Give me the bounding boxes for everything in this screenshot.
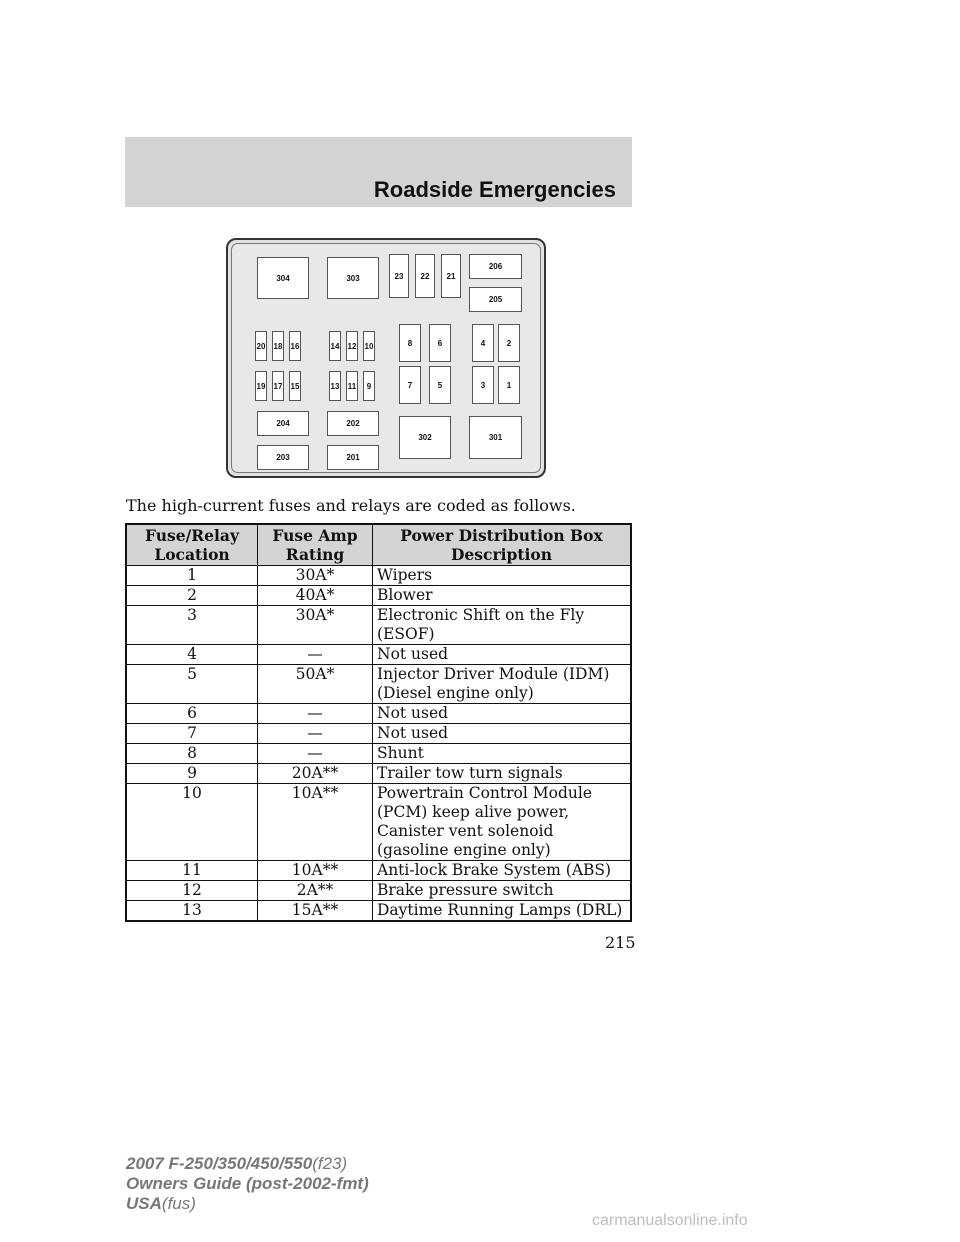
amp-rating-cell: 30A* [258, 606, 373, 645]
fuse-slot-11: 11 [346, 371, 358, 401]
fuse-location-cell: 6 [126, 704, 258, 724]
amp-rating-cell: 20A** [258, 764, 373, 784]
fuse-location-cell: 4 [126, 645, 258, 665]
table-header-row [126, 524, 631, 566]
amp-rating-cell: 15A** [258, 901, 373, 922]
description-cell: Brake pressure switch [373, 881, 632, 901]
fuse-table [125, 523, 632, 922]
footer-region-code: (fus) [161, 1194, 196, 1213]
fuse-location-cell: 7 [126, 724, 258, 744]
header-description: Power Distribution Box Description [373, 524, 632, 566]
fuse-slot-21: 21 [441, 254, 461, 298]
description-cell: Shunt [373, 744, 632, 764]
fuse-slot-302: 302 [399, 416, 451, 459]
fuse-slot-12: 12 [346, 331, 358, 361]
description-cell: Injector Driver Module (IDM) (Diesel engine only) [373, 665, 632, 704]
fuse-location-cell: 12 [126, 881, 258, 901]
section-title: Roadside Emergencies [373, 177, 616, 202]
fuse-slot-202: 202 [327, 411, 379, 436]
fuse-location-cell: 3 [126, 606, 258, 645]
table-row [126, 784, 631, 861]
description-cell: Blower [373, 586, 632, 606]
description-cell: Anti-lock Brake System (ABS) [373, 861, 632, 881]
fuse-box-diagram [226, 238, 546, 478]
fuse-slot-303: 303 [327, 257, 379, 299]
fuse-slot-3: 3 [472, 366, 494, 404]
fuse-slot-20: 20 [255, 331, 267, 361]
fuse-slot-4: 4 [472, 324, 494, 362]
fuse-slot-15: 15 [289, 371, 301, 401]
description-cell: Wipers [373, 566, 632, 586]
description-cell: Not used [373, 645, 632, 665]
fuse-slot-22: 22 [415, 254, 435, 298]
description-cell: Not used [373, 724, 632, 744]
description-cell: Electronic Shift on the Fly (ESOF) [373, 606, 632, 645]
fuse-slot-7: 7 [399, 366, 421, 404]
watermark: carmanualsonline.info [592, 1212, 748, 1229]
amp-rating-cell: 10A** [258, 861, 373, 881]
fuse-slot-19: 19 [255, 371, 267, 401]
amp-rating-cell: — [258, 704, 373, 724]
fuse-location-cell: 10 [126, 784, 258, 861]
footer-guide: Owners Guide (post-2002-fmt) [126, 1174, 369, 1193]
table-row [126, 861, 631, 881]
table-row [126, 724, 631, 744]
page-number: 215 [605, 933, 636, 952]
fuse-location-cell: 13 [126, 901, 258, 922]
fuse-slot-1: 1 [498, 366, 520, 404]
table-row [126, 606, 631, 645]
amp-rating-cell: 2A** [258, 881, 373, 901]
description-cell: Trailer tow turn signals [373, 764, 632, 784]
description-cell: Not used [373, 704, 632, 724]
table-row [126, 744, 631, 764]
fuse-location-cell: 11 [126, 861, 258, 881]
footer-model: 2007 F-250/350/450/550 [126, 1154, 313, 1173]
fuse-location-cell: 8 [126, 744, 258, 764]
fuse-slot-205: 205 [469, 287, 522, 312]
footer-model-code: (f23) [312, 1154, 348, 1173]
fuse-slot-203: 203 [257, 445, 309, 470]
fuse-box-inner-frame [231, 243, 541, 473]
description-cell: Powertrain Control Module (PCM) keep alive power, Canister vent solenoid (gasoline engine only) [373, 784, 632, 861]
amp-rating-cell: — [258, 724, 373, 744]
table-row [126, 901, 631, 922]
header-location: Fuse/Relay Location [126, 524, 258, 566]
footer-region: USA [126, 1194, 162, 1213]
amp-rating-cell: 10A** [258, 784, 373, 861]
amp-rating-cell: — [258, 744, 373, 764]
section-header-band [125, 137, 632, 207]
fuse-slot-8: 8 [399, 324, 421, 362]
intro-text: The high-current fuses and relays are coded as follows. [126, 496, 576, 515]
amp-rating-cell: 50A* [258, 665, 373, 704]
fuse-slot-10: 10 [363, 331, 375, 361]
table-row [126, 665, 631, 704]
fuse-slot-304: 304 [257, 257, 309, 299]
fuse-slot-5: 5 [429, 366, 451, 404]
fuse-slot-17: 17 [272, 371, 284, 401]
fuse-slot-206: 206 [469, 254, 522, 279]
fuse-slot-6: 6 [429, 324, 451, 362]
fuse-slot-13: 13 [329, 371, 341, 401]
fuse-slot-2: 2 [498, 324, 520, 362]
table-row [126, 645, 631, 665]
fuse-slot-23: 23 [389, 254, 409, 298]
fuse-slot-9: 9 [363, 371, 375, 401]
table-row [126, 566, 631, 586]
fuse-location-cell: 5 [126, 665, 258, 704]
table-row [126, 704, 631, 724]
header-amp-rating: Fuse Amp Rating [258, 524, 373, 566]
table-row [126, 881, 631, 901]
fuse-slot-204: 204 [257, 411, 309, 436]
fuse-slot-301: 301 [469, 416, 522, 459]
amp-rating-cell: — [258, 645, 373, 665]
fuse-slot-201: 201 [327, 445, 379, 470]
fuse-slot-14: 14 [329, 331, 341, 361]
footer [126, 1154, 369, 1214]
fuse-slot-18: 18 [272, 331, 284, 361]
table-row [126, 586, 631, 606]
fuse-slot-16: 16 [289, 331, 301, 361]
description-cell: Daytime Running Lamps (DRL) [373, 901, 632, 922]
amp-rating-cell: 40A* [258, 586, 373, 606]
table-row [126, 764, 631, 784]
fuse-location-cell: 9 [126, 764, 258, 784]
fuse-location-cell: 1 [126, 566, 258, 586]
amp-rating-cell: 30A* [258, 566, 373, 586]
fuse-location-cell: 2 [126, 586, 258, 606]
